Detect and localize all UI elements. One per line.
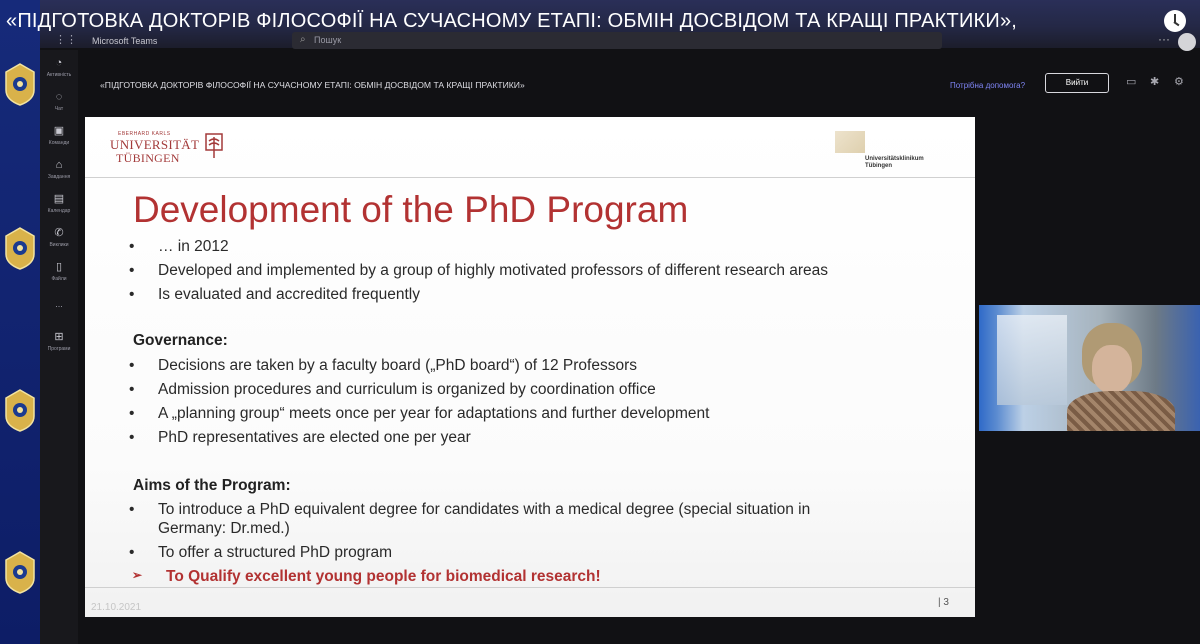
bullet-text: To offer a structured PhD program bbox=[158, 544, 393, 561]
rail-label: Програми bbox=[47, 346, 71, 352]
more-icon: ... bbox=[55, 299, 63, 309]
more-options-icon[interactable]: ⚙ bbox=[1174, 76, 1184, 88]
watch-later-icon[interactable] bbox=[1164, 10, 1186, 32]
video-background bbox=[997, 315, 1067, 405]
participant-face bbox=[1092, 345, 1132, 393]
slide-footer-date: 21.10.2021 bbox=[91, 602, 142, 613]
leave-button[interactable]: Вийти bbox=[1045, 73, 1109, 93]
search-input[interactable] bbox=[292, 32, 942, 49]
more-options-icon[interactable]: ··· bbox=[1158, 32, 1170, 46]
participant-video[interactable] bbox=[979, 305, 1200, 431]
participant-body bbox=[1067, 391, 1175, 431]
search-icon: ⌕ bbox=[300, 34, 306, 45]
user-avatar[interactable] bbox=[1178, 33, 1196, 51]
phone-icon: ✆ bbox=[54, 227, 64, 239]
rail-label: Команди bbox=[48, 140, 70, 146]
bullet-dot: • bbox=[129, 544, 135, 561]
clinic-mark-icon bbox=[835, 131, 865, 153]
bullet-text: Is evaluated and accredited frequently bbox=[158, 286, 420, 303]
divider bbox=[85, 587, 975, 588]
rail-label: Активність bbox=[46, 72, 72, 78]
logo-line2: TÜBINGEN bbox=[116, 151, 180, 165]
rail-item-calls[interactable] bbox=[40, 226, 78, 256]
assignments-icon: ⌂ bbox=[55, 159, 63, 171]
rail-label: Календар bbox=[47, 208, 71, 214]
rail-item-more[interactable] bbox=[40, 296, 78, 326]
bullet-dot: • bbox=[129, 429, 135, 446]
bullet-text: … in 2012 bbox=[158, 238, 229, 255]
rail-label: Завдання bbox=[47, 174, 71, 180]
clinic-name-line2: Tübingen bbox=[865, 163, 892, 169]
university-emblem-icon bbox=[3, 226, 37, 270]
file-icon: ▯ bbox=[55, 261, 63, 273]
bullet-text: To introduce a PhD equivalent degree for candidates with a medical degree (special situation in bbox=[158, 501, 811, 518]
rail-item-assignments[interactable] bbox=[40, 158, 78, 188]
university-emblem-icon bbox=[3, 388, 37, 432]
bullet-text: Decisions are taken by a faculty board („PhD board“) of 12 Professors bbox=[158, 357, 638, 374]
rail-item-apps[interactable] bbox=[40, 330, 78, 360]
governance-heading: Governance: bbox=[133, 332, 228, 349]
apps-icon: ⊞ bbox=[54, 331, 64, 343]
rail-item-chat[interactable] bbox=[40, 90, 78, 120]
settings-icon[interactable]: ✱ bbox=[1150, 76, 1160, 88]
bell-icon: ◔ bbox=[55, 57, 63, 69]
logo-line1: UNIVERSITÄT bbox=[110, 137, 200, 152]
app-rail bbox=[40, 50, 78, 644]
teams-window bbox=[40, 0, 1200, 644]
divider bbox=[85, 177, 975, 178]
shared-presentation-slide bbox=[85, 117, 975, 617]
bullet-text: PhD representatives are elected one per year bbox=[158, 429, 471, 446]
university-emblem-icon bbox=[3, 62, 37, 106]
aims-heading: Aims of the Program: bbox=[133, 477, 291, 494]
bullet-dot: • bbox=[129, 405, 135, 422]
bullet-dot: • bbox=[129, 286, 135, 303]
bullet-dot: • bbox=[129, 262, 135, 279]
clinic-name-line1: Universitätsklinikum bbox=[865, 156, 924, 162]
bullet-dot: • bbox=[129, 381, 135, 398]
app-launcher-icon[interactable]: ⋮⋮ bbox=[55, 34, 77, 46]
bullet-text: A „planning group“ meets once per year for adaptations and further development bbox=[158, 405, 710, 422]
search-placeholder: Пошук bbox=[314, 35, 342, 45]
chat-icon: ◌ bbox=[55, 91, 63, 103]
bullet-text: Admission procedures and curriculum is organized by coordination office bbox=[158, 381, 656, 398]
university-clinic-logo bbox=[835, 129, 955, 169]
highlight-text: To Qualify excellent young people for biomedical research! bbox=[166, 568, 601, 585]
bullet-dot: • bbox=[129, 357, 135, 374]
bullet-dot: • bbox=[129, 238, 135, 255]
help-link[interactable]: Потрібна допомога? bbox=[950, 81, 1026, 90]
meeting-title: «ПІДГОТОВКА ДОКТОРІВ ФІЛОСОФІЇ НА СУЧАСНОМУ ЕТАПІ: ОБМІН ДОСВІДОМ ТА КРАЩІ ПРАКТИКИ» bbox=[100, 80, 525, 90]
slide-title: Development of the PhD Program bbox=[133, 189, 689, 230]
teams-icon: ▣ bbox=[53, 125, 65, 137]
calendar-icon: ▤ bbox=[53, 193, 65, 205]
chat-icon[interactable]: ▭ bbox=[1126, 76, 1137, 88]
rail-label: Виклики bbox=[49, 242, 69, 248]
rail-item-files[interactable] bbox=[40, 260, 78, 290]
bullet-text: Germany: Dr.med.) bbox=[158, 520, 290, 537]
rail-item-teams[interactable] bbox=[40, 124, 78, 154]
palm-tree-icon bbox=[205, 133, 223, 161]
rail-label: Чат bbox=[54, 106, 64, 112]
channel-logo-strip bbox=[0, 0, 40, 644]
slide-page-number: | 3 bbox=[938, 597, 949, 608]
university-tubingen-logo bbox=[110, 131, 200, 167]
bullet-dot: • bbox=[129, 501, 135, 518]
video-title: «ПІДГОТОВКА ДОКТОРІВ ФІЛОСОФІЇ НА СУЧАСНОМУ ЕТАПІ: ОБМІН ДОСВІДОМ ТА КРАЩІ ПРАКТИКИ», bbox=[6, 10, 1018, 32]
rail-item-activity[interactable] bbox=[40, 56, 78, 86]
bullet-text: Developed and implemented by a group of highly motivated professors of different research areas bbox=[158, 262, 829, 279]
rail-item-calendar[interactable] bbox=[40, 192, 78, 222]
arrow-icon: ➢ bbox=[132, 568, 143, 582]
rail-label: Файли bbox=[51, 276, 67, 282]
logo-small-text: EBERHARD KARLS bbox=[118, 131, 171, 137]
university-emblem-icon bbox=[3, 550, 37, 594]
app-name: Microsoft Teams bbox=[92, 36, 158, 46]
